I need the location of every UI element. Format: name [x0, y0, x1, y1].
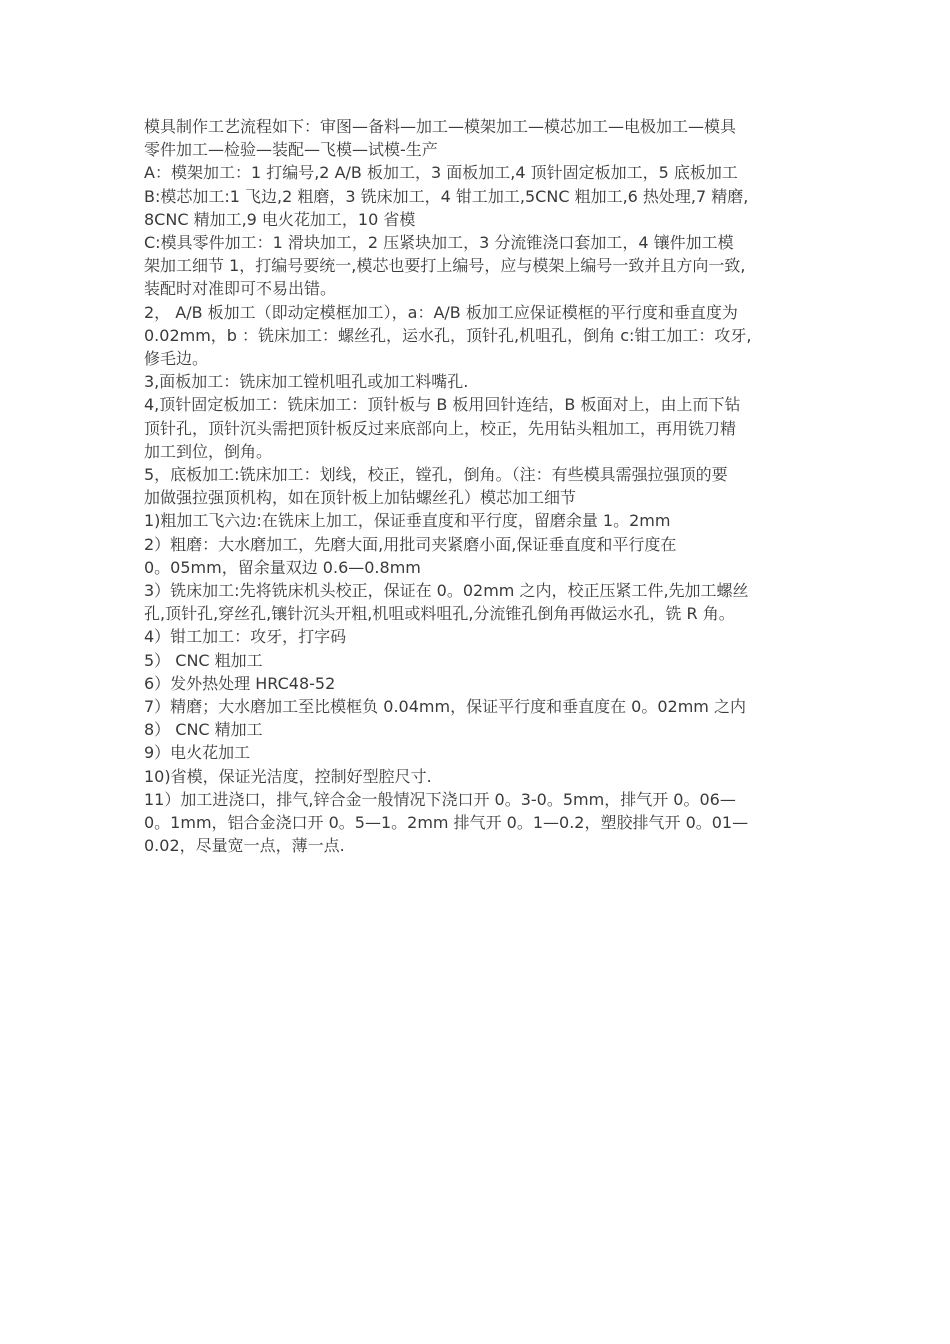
paragraph-step-4: [144, 625, 816, 648]
text-line: 架加工细节 1，打编号要统一,模芯也要打上编号，应与模架上编号一致并且方向一致,: [144, 256, 746, 276]
text-line: 10)省模，保证光洁度，控制好型腔尺寸.: [144, 766, 432, 786]
text-line: 4）钳工加工：攻牙，打字码: [144, 627, 347, 647]
paragraph-section-b: [144, 185, 816, 231]
text-line: 0.02mm，b ：铣床加工：螺丝孔，运水孔，顶针孔,机咀孔，倒角 c:钳工加工：攻牙,: [144, 325, 752, 345]
document-body: [144, 115, 816, 858]
text-line: B:模芯加工:1 飞边,2 粗磨，3 铣床加工，4 钳工加工,5CNC 粗加工,6 热处理,7 精磨,: [144, 186, 749, 206]
text-line: 1)粗加工飞六边:在铣床上加工，保证垂直度和平行度，留磨余量 1。2mm: [144, 511, 671, 531]
paragraph-step-11: [144, 788, 816, 858]
paragraph-ab-plate: [144, 301, 816, 371]
text-line: 4,顶针固定板加工：铣床加工：顶针板与 B 板用回针连结，B 板面对上，由上而下钻: [144, 395, 741, 415]
text-line: A：模架加工：1 打编号,2 A/B 板加工，3 面板加工,4 顶针固定板加工，5 底板加工: [144, 163, 738, 183]
text-line: 加做强拉强顶机构，如在顶针板上加钻螺丝孔）模芯加工细节: [144, 488, 577, 508]
paragraph-section-a: [144, 161, 816, 184]
text-line: 7）精磨；大水磨加工至比模框负 0.04mm，保证平行度和垂直度在 0。02mm 之内: [144, 697, 746, 717]
paragraph-bottom-plate: [144, 463, 816, 509]
text-line: 8） CNC 精加工: [144, 720, 263, 740]
text-line: 5） CNC 粗加工: [144, 650, 263, 670]
paragraph-step-8: [144, 718, 816, 741]
paragraph-step-5: [144, 649, 816, 672]
text-line: 修毛边。: [144, 349, 209, 369]
paragraph-step-7: [144, 695, 816, 718]
text-line: 0。05mm，留余量双边 0.6—0.8mm: [144, 557, 421, 577]
text-line: 9）电火花加工: [144, 743, 251, 763]
text-line: 2）粗磨：大水磨加工，先磨大面,用批司夹紧磨小面,保证垂直度和平行度在: [144, 534, 677, 554]
text-line: 8CNC 精加工,9 电火花加工，10 省模: [144, 209, 416, 229]
text-line: 零件加工—检验—装配—飞模—试模-生产: [144, 140, 438, 160]
paragraph-step-1: [144, 509, 816, 532]
text-line: 模具制作工艺流程如下：审图—备料—加工—模架加工—模芯加工—电极加工—模具: [144, 117, 737, 136]
paragraph-face-plate: [144, 370, 816, 393]
text-line: 3,面板加工：铣床加工镗机咀孔或加工料嘴孔.: [144, 372, 469, 392]
text-line: 装配时对准即可不易出错。: [144, 279, 337, 299]
paragraph-ejector-plate: [144, 393, 816, 463]
paragraph-section-c: [144, 231, 816, 301]
paragraph-step-2: [144, 533, 816, 579]
text-line: 顶针孔，顶针沉头需把顶针板反过来底部向上，校正，先用钻头粗加工，再用铣刀精: [144, 418, 737, 438]
text-line: C:模具零件加工：1 滑块加工，2 压紧块加工，3 分流锥浇口套加工，4 镶件加工模: [144, 233, 734, 253]
text-line: 6）发外热处理 HRC48-52: [144, 673, 336, 693]
text-line: 0.02，尽量宽一点，薄一点.: [144, 836, 345, 856]
paragraph-process-flow: [144, 115, 816, 161]
paragraph-step-10: [144, 765, 816, 788]
paragraph-step-6: [144, 672, 816, 695]
text-line: 11）加工进浇口，排气,锌合金一般情况下浇口开 0。3-0。5mm，排气开 0。06—: [144, 789, 736, 809]
text-line: 2， A/B 板加工（即动定模框加工），a：A/B 板加工应保证模框的平行度和垂直度为: [144, 302, 738, 322]
text-line: 3）铣床加工:先将铣床机头校正，保证在 0。02mm 之内，校正压紧工件,先加工螺丝: [144, 581, 749, 601]
text-line: 0。1mm，铝合金浇口开 0。5—1。2mm 排气开 0。1—0.2，塑胶排气开 0。01—: [144, 813, 749, 833]
text-line: 5，底板加工:铣床加工：划线，校正，镗孔，倒角。（注：有些模具需强拉强顶的要: [144, 465, 728, 485]
paragraph-step-3: [144, 579, 816, 625]
text-line: 加工到位，倒角。: [144, 441, 273, 461]
text-line: 孔,顶针孔,穿丝孔,镶针沉头开粗,机咀或料咀孔,分流锥孔倒角再做运水孔，铣 R 角。: [144, 604, 735, 624]
paragraph-step-9: [144, 741, 816, 764]
